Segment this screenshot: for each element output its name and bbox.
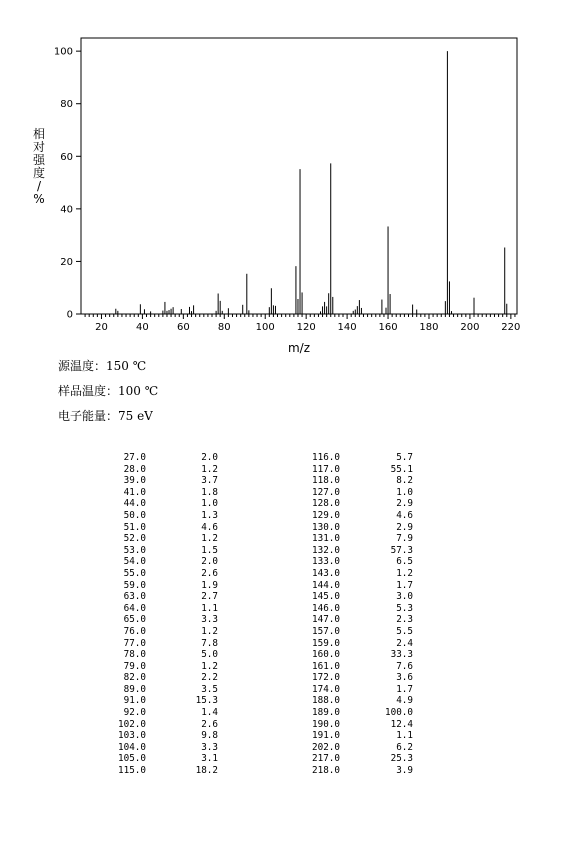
table-row	[108, 603, 413, 615]
mz-cell: 217.0	[312, 753, 340, 765]
mz-cell: 79.0	[123, 660, 146, 672]
table-row	[108, 452, 413, 464]
y-tick-label: 20	[60, 256, 73, 268]
table-row	[108, 742, 413, 754]
mz-cell: 52.0	[123, 533, 146, 545]
peak-table	[108, 452, 413, 777]
mz-cell: 39.0	[123, 475, 146, 487]
intensity-cell: 1.1	[396, 730, 413, 742]
intensity-cell: 2.9	[396, 521, 413, 533]
intensity-cell: 7.6	[396, 660, 413, 672]
x-tick-label: 140	[337, 322, 357, 333]
mz-cell: 59.0	[123, 579, 146, 591]
sample-temperature: 样品温度：100 ℃	[58, 384, 159, 398]
table-row	[108, 672, 413, 684]
spacer-cell	[218, 522, 308, 534]
mz-cell: 143.0	[312, 567, 340, 579]
intensity-cell: 3.9	[396, 765, 413, 777]
intensity-cell: 6.5	[396, 556, 413, 568]
spacer-cell	[218, 556, 308, 568]
mz-cell: 115.0	[118, 765, 146, 777]
source-temperature: 源温度：150 ℃	[58, 359, 147, 373]
spacer-cell	[218, 707, 308, 719]
y-tick-label: 0	[66, 309, 73, 321]
mz-cell: 174.0	[312, 683, 340, 695]
x-tick-label: 120	[296, 322, 316, 333]
spacer-cell	[218, 580, 308, 592]
table-row	[108, 533, 413, 545]
mz-cell: 131.0	[312, 533, 340, 545]
mz-cell: 161.0	[312, 660, 340, 672]
table-row	[108, 626, 413, 638]
mz-cell: 218.0	[312, 765, 340, 777]
intensity-cell: 100.0	[385, 707, 413, 719]
table-row	[108, 765, 413, 777]
intensity-cell: 2.3	[396, 614, 413, 626]
intensity-cell: 33.3	[390, 649, 413, 661]
intensity-cell: 5.0	[201, 649, 218, 661]
table-row	[108, 475, 413, 487]
table-row	[108, 522, 413, 534]
table-row	[108, 684, 413, 696]
intensity-cell: 1.5	[201, 544, 218, 556]
spacer-cell	[218, 753, 308, 765]
mz-cell: 92.0	[123, 707, 146, 719]
table-row	[108, 580, 413, 592]
x-tick-label: 60	[176, 322, 190, 333]
plot-frame	[81, 38, 517, 314]
spacer-cell	[218, 498, 308, 510]
mz-cell: 91.0	[123, 695, 146, 707]
mz-cell: 65.0	[123, 614, 146, 626]
mz-cell: 78.0	[123, 649, 146, 661]
y-axis-label-char: 度	[32, 166, 45, 180]
mz-cell: 64.0	[123, 602, 146, 614]
mz-cell: 159.0	[312, 637, 340, 649]
intensity-cell: 3.3	[201, 741, 218, 753]
y-tick-label: 100	[53, 46, 73, 58]
table-row	[108, 614, 413, 626]
mz-cell: 147.0	[312, 614, 340, 626]
mz-cell: 157.0	[312, 625, 340, 637]
mz-cell: 27.0	[123, 452, 146, 463]
mz-cell: 89.0	[123, 683, 146, 695]
mz-cell: 102.0	[118, 718, 146, 730]
mz-cell: 191.0	[312, 730, 340, 742]
spacer-cell	[218, 730, 308, 742]
y-axis	[54, 47, 81, 321]
mz-cell: 144.0	[312, 579, 340, 591]
mz-cell: 105.0	[118, 753, 146, 765]
intensity-cell: 6.2	[396, 741, 413, 753]
intensity-cell: 2.6	[201, 718, 218, 730]
y-axis-label-char: 强	[32, 153, 45, 167]
intensity-cell: 2.9	[396, 498, 413, 510]
mz-cell: 117.0	[312, 463, 340, 475]
mz-cell: 130.0	[312, 521, 340, 533]
spacer-cell	[218, 765, 308, 777]
intensity-cell: 55.1	[390, 463, 413, 475]
intensity-cell: 3.6	[396, 672, 413, 684]
table-row	[108, 638, 413, 650]
table-row	[108, 556, 413, 568]
intensity-cell: 9.8	[201, 730, 218, 742]
intensity-cell: 8.2	[396, 475, 413, 487]
intensity-cell: 1.3	[201, 509, 218, 521]
intensity-cell: 25.3	[390, 753, 413, 765]
intensity-cell: 7.8	[201, 637, 218, 649]
intensity-cell: 1.2	[201, 533, 218, 545]
mass-spectrum-chart	[0, 0, 570, 355]
intensity-cell: 57.3	[390, 544, 413, 556]
intensity-cell: 3.0	[396, 591, 413, 603]
intensity-cell: 1.2	[201, 463, 218, 475]
intensity-cell: 1.2	[201, 625, 218, 637]
mz-cell: 28.0	[123, 463, 146, 475]
mz-cell: 129.0	[312, 509, 340, 521]
spacer-cell	[218, 464, 308, 476]
mz-cell: 53.0	[123, 544, 146, 556]
spacer-cell	[218, 568, 308, 580]
mz-cell: 118.0	[312, 475, 340, 487]
mz-cell: 55.0	[123, 567, 146, 579]
intensity-cell: 4.6	[201, 521, 218, 533]
table-row	[108, 719, 413, 731]
intensity-cell: 12.4	[390, 718, 413, 730]
spacer-cell	[218, 487, 308, 499]
mz-cell: 202.0	[312, 741, 340, 753]
intensity-cell: 3.5	[201, 683, 218, 695]
spacer-cell	[218, 510, 308, 522]
intensity-cell: 15.3	[195, 695, 218, 707]
intensity-cell: 4.6	[396, 509, 413, 521]
y-tick-label: 40	[60, 204, 73, 216]
spacer-cell	[218, 742, 308, 754]
spacer-cell	[218, 638, 308, 650]
spacer-cell	[218, 614, 308, 626]
spacer-cell	[218, 626, 308, 638]
spacer-cell	[218, 719, 308, 731]
intensity-cell: 3.3	[201, 614, 218, 626]
spacer-cell	[218, 695, 308, 707]
table-row	[108, 730, 413, 742]
y-axis-label-char: 对	[32, 140, 45, 154]
intensity-cell: 5.7	[396, 452, 413, 463]
mz-cell: 160.0	[312, 649, 340, 661]
mz-cell: 188.0	[312, 695, 340, 707]
mz-cell: 132.0	[312, 544, 340, 556]
x-tick-label: 160	[378, 322, 398, 333]
intensity-cell: 1.2	[201, 660, 218, 672]
mz-cell: 128.0	[312, 498, 340, 510]
intensity-cell: 2.2	[201, 672, 218, 684]
intensity-cell: 1.9	[201, 579, 218, 591]
table-row	[108, 707, 413, 719]
y-tick-label: 60	[60, 151, 73, 163]
intensity-cell: 2.0	[201, 556, 218, 568]
mz-cell: 189.0	[312, 707, 340, 719]
spacer-cell	[218, 591, 308, 603]
table-row	[108, 545, 413, 557]
intensity-cell: 1.7	[396, 579, 413, 591]
spacer-cell	[218, 545, 308, 557]
intensity-cell: 3.1	[201, 753, 218, 765]
intensity-cell: 3.7	[201, 475, 218, 487]
table-row	[108, 661, 413, 673]
mz-cell: 172.0	[312, 672, 340, 684]
intensity-cell: 18.2	[195, 765, 218, 777]
intensity-cell: 1.0	[396, 486, 413, 498]
mz-cell: 82.0	[123, 672, 146, 684]
x-tick-label: 200	[460, 322, 480, 333]
mz-cell: 44.0	[123, 498, 146, 510]
x-tick-label: 20	[95, 322, 108, 333]
spacer-cell	[218, 649, 308, 661]
spacer-cell	[218, 661, 308, 673]
intensity-cell: 1.0	[201, 498, 218, 510]
intensity-cell: 1.7	[396, 683, 413, 695]
intensity-cell: 1.4	[201, 707, 218, 719]
mz-cell: 146.0	[312, 602, 340, 614]
x-tick-label: 180	[419, 322, 439, 333]
intensity-cell: 2.4	[396, 637, 413, 649]
mz-cell: 127.0	[312, 486, 340, 498]
mz-cell: 133.0	[312, 556, 340, 568]
mz-cell: 50.0	[123, 509, 146, 521]
x-axis	[85, 314, 520, 333]
x-tick-label: 100	[255, 322, 275, 333]
peak-bars	[116, 51, 507, 314]
mz-cell: 76.0	[123, 625, 146, 637]
mz-cell: 145.0	[312, 591, 340, 603]
x-axis-label: m/z	[287, 341, 311, 355]
mz-cell: 41.0	[123, 486, 146, 498]
electron-energy: 电子能量：75 eV	[58, 409, 153, 423]
y-tick-label: 80	[60, 99, 73, 111]
y-axis-label-char: /	[36, 179, 42, 193]
y-axis-label-char: %	[33, 192, 45, 206]
spacer-cell	[218, 672, 308, 684]
table-row	[108, 464, 413, 476]
mz-cell: 104.0	[118, 741, 146, 753]
table-row	[108, 568, 413, 580]
y-axis-label	[32, 128, 46, 206]
table-row	[108, 591, 413, 603]
table-row	[108, 695, 413, 707]
x-tick-label: 220	[501, 322, 521, 333]
spacer-cell	[218, 533, 308, 545]
mz-cell: 190.0	[312, 718, 340, 730]
table-row	[108, 487, 413, 499]
spacer-cell	[218, 475, 308, 487]
table-row	[108, 649, 413, 661]
mz-cell: 77.0	[123, 637, 146, 649]
intensity-cell: 2.6	[201, 567, 218, 579]
intensity-cell: 5.3	[396, 602, 413, 614]
intensity-cell: 1.8	[201, 486, 218, 498]
x-tick-label: 40	[136, 322, 149, 333]
spacer-cell	[218, 452, 308, 464]
table-row	[108, 498, 413, 510]
y-axis-label-char: 相	[32, 127, 45, 141]
intensity-cell: 2.0	[201, 452, 218, 463]
spacer-cell	[218, 603, 308, 615]
intensity-cell: 1.1	[201, 602, 218, 614]
intensity-cell: 2.7	[201, 591, 218, 603]
mz-cell: 54.0	[123, 556, 146, 568]
mz-cell: 51.0	[123, 521, 146, 533]
table-row	[108, 510, 413, 522]
x-tick-label: 80	[217, 322, 231, 333]
intensity-cell: 7.9	[396, 533, 413, 545]
mz-cell: 116.0	[312, 452, 340, 463]
table-row	[108, 753, 413, 765]
spacer-cell	[218, 684, 308, 696]
intensity-cell: 4.9	[396, 695, 413, 707]
mz-cell: 103.0	[118, 730, 146, 742]
intensity-cell: 5.5	[396, 625, 413, 637]
intensity-cell: 1.2	[396, 567, 413, 579]
mz-cell: 63.0	[123, 591, 146, 603]
